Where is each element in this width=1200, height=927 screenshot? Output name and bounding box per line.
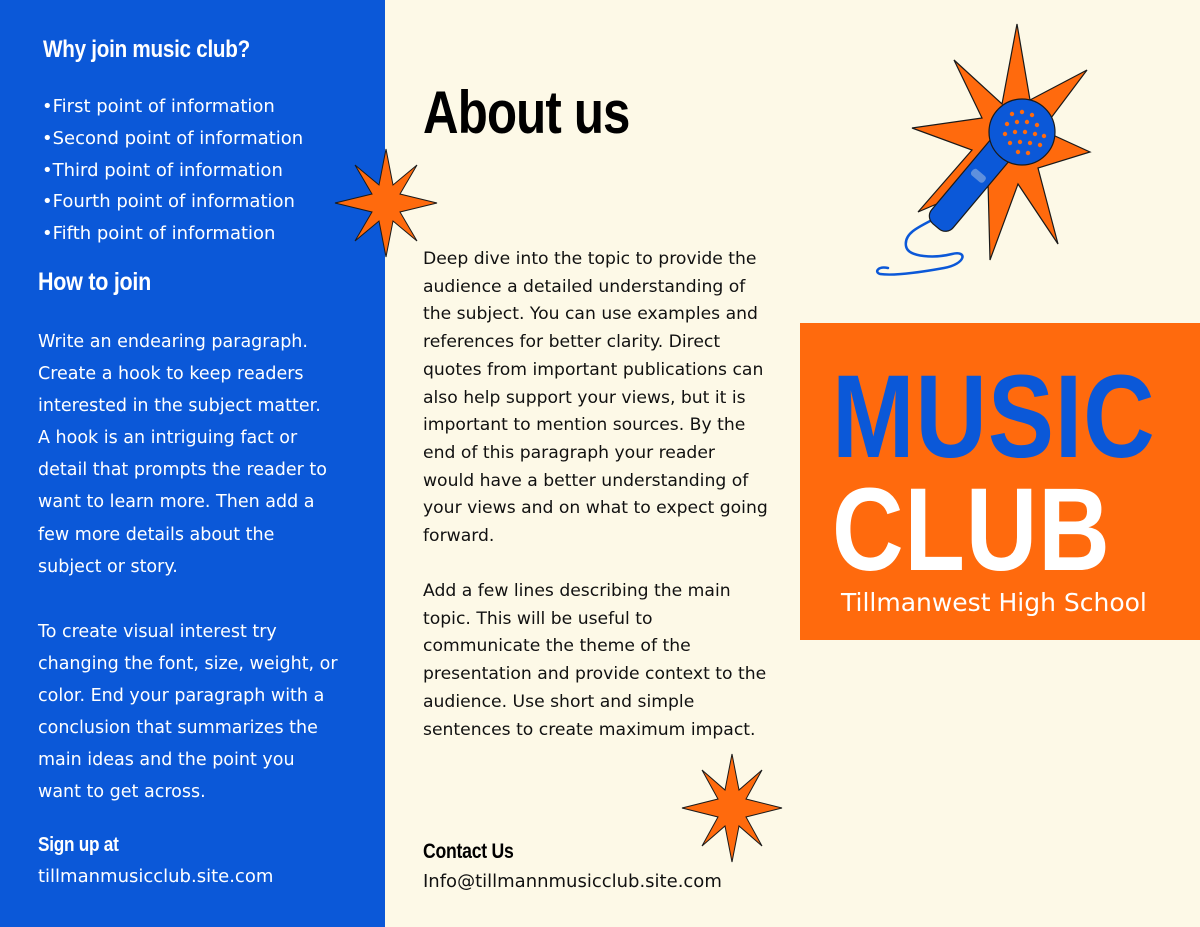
- banner-title-music: MUSIC: [832, 351, 1156, 483]
- music-club-banner: [800, 323, 1200, 640]
- list-item: • Fifth point of information: [42, 218, 303, 250]
- contact-email[interactable]: Info@tillmannmusicclub.site.com: [423, 871, 722, 892]
- banner-title-club: CLUB: [832, 464, 1111, 596]
- star-burst-icon: [680, 752, 784, 864]
- sign-up-url[interactable]: tillmanmusicclub.site.com: [38, 866, 274, 887]
- list-item: • Fourth point of information: [42, 186, 303, 218]
- contact-title: Contact Us: [423, 840, 514, 863]
- about-paragraph-2: Add a few lines describing the main topic. This will be useful to communicate the theme of the presentation and provide context to the audience. Use short and simple sentences to create maximum impact.: [423, 581, 767, 740]
- school-name: Tillmanwest High School: [841, 588, 1147, 617]
- how-to-join-paragraph-1: Write an endearing paragraph. Create a hook to keep readers interested in the subject matter. A hook is an intriguing fact or detail that prompts the reader to want to learn more. Then add a few more details about the subject or story.: [38, 332, 327, 577]
- sign-up-title: Sign up at: [38, 834, 119, 856]
- left-panel: [0, 0, 385, 927]
- about-paragraph-1: Deep dive into the topic to provide the audience a detailed understanding of the subject. You can use examples and references for better clarity. Direct quotes from important publications can also help support your views, but it is important to mention sources. By the end of this paragraph your reader would have a better understanding of your views and on what to expect going forward.: [423, 249, 768, 547]
- how-to-join-title: How to join: [38, 268, 152, 296]
- list-item: • Third point of information: [42, 155, 303, 187]
- why-join-list: [42, 91, 303, 250]
- why-join-title: Why join music club?: [43, 36, 250, 63]
- star-burst-icon: [333, 147, 439, 259]
- list-item: • Second point of information: [42, 123, 303, 155]
- list-item: • First point of information: [42, 91, 303, 123]
- how-to-join-paragraph-2: To create visual interest try changing the font, size, weight, or color. End your paragraph with a conclusion that summarizes the main ideas and the point you want to get across.: [38, 622, 338, 803]
- microphone-icon: [872, 22, 1092, 290]
- about-title: About us: [423, 79, 630, 146]
